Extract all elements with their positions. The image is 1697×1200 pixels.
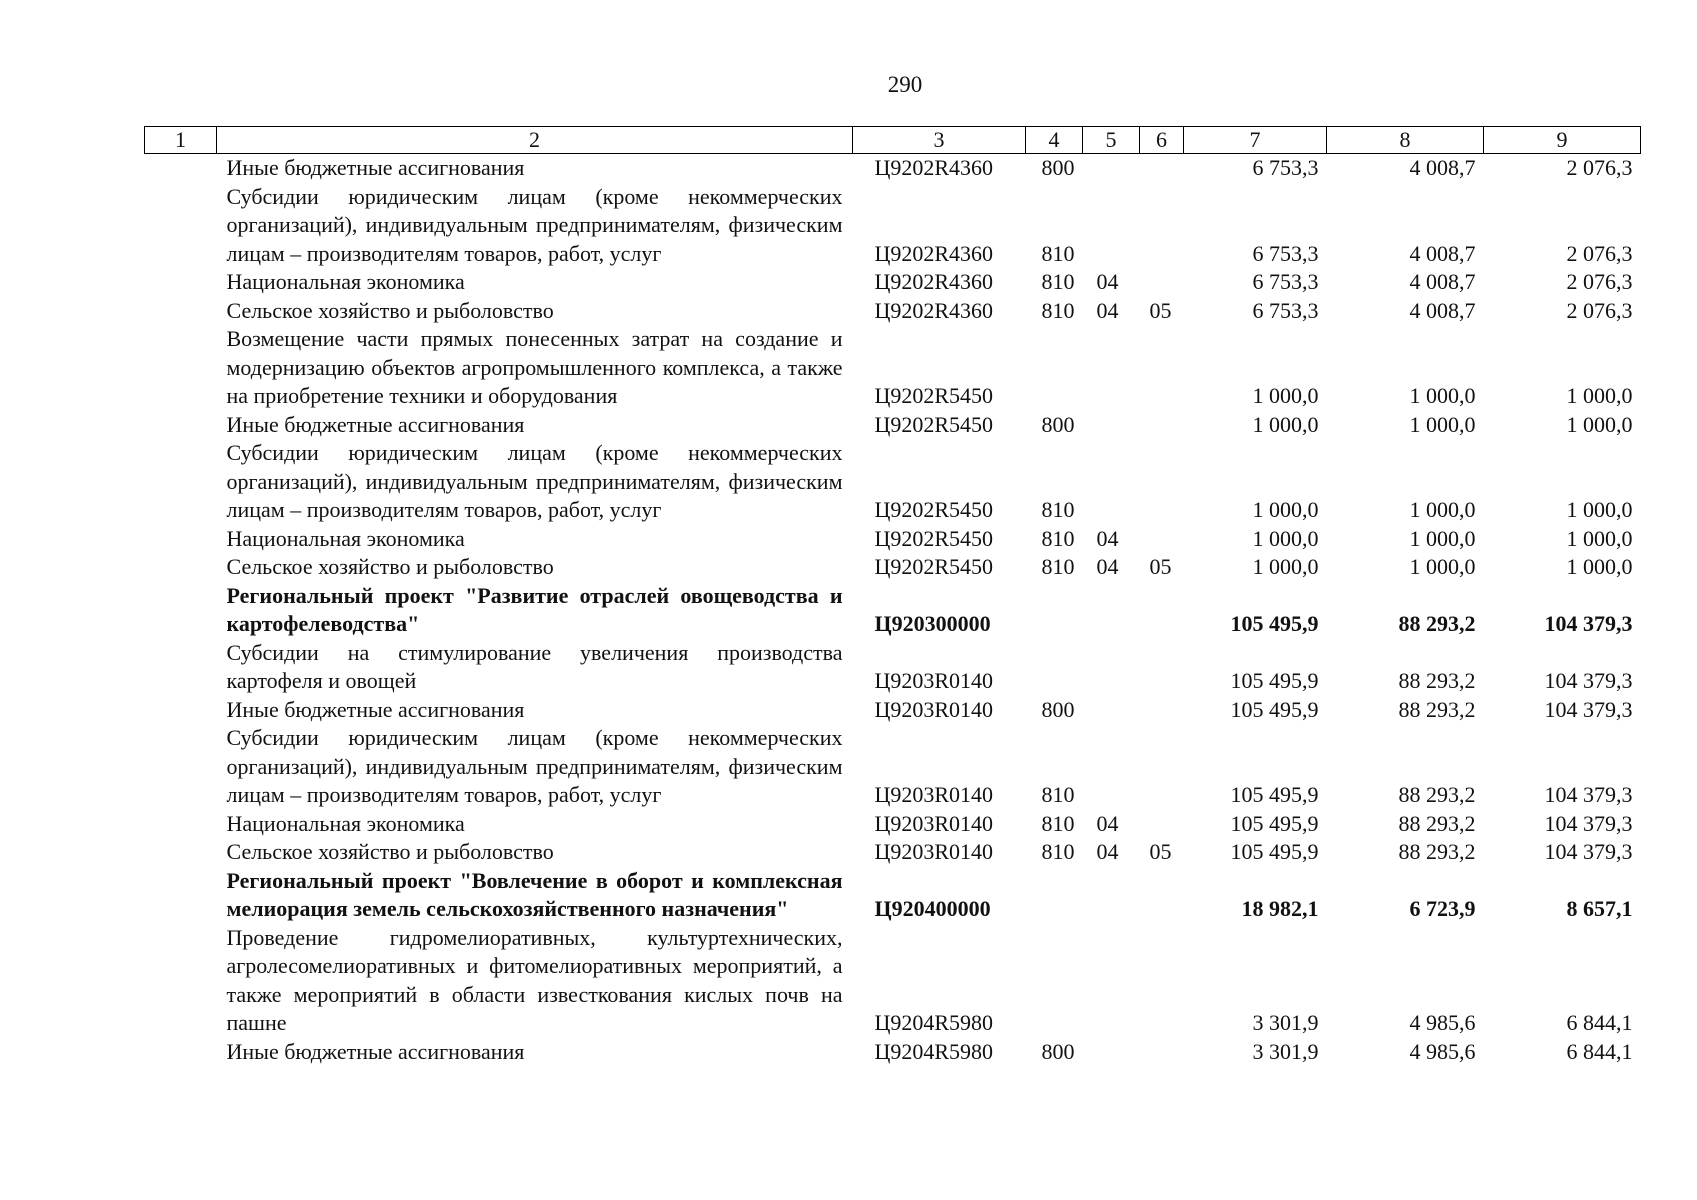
row-target-code: Ц9202R5450 xyxy=(874,411,994,437)
row-expense-group: 810 xyxy=(1041,839,1075,864)
row-expense-group: 800 xyxy=(1041,696,1075,722)
row-amount-1: 1 000,0 xyxy=(1252,411,1319,437)
row-amount-3: 6 844,1 xyxy=(1566,1010,1633,1035)
row-amount-1: 1 000,0 xyxy=(1252,525,1319,551)
column-header: 5 xyxy=(1083,127,1140,154)
row-amount-2: 88 293,2 xyxy=(1398,839,1476,864)
row-amount-2: 4 008,7 xyxy=(1409,269,1476,294)
table-row xyxy=(145,411,1641,440)
row-number-cell xyxy=(145,411,217,440)
row-section xyxy=(1083,924,1140,1038)
row-expense-group: 800 xyxy=(1041,155,1075,180)
row-amount-3: 2 076,3 xyxy=(1566,155,1633,180)
row-section xyxy=(1083,154,1140,183)
row-target-code: Ц9204R5980 xyxy=(874,1038,994,1064)
row-subsection xyxy=(1140,325,1184,411)
row-amount-2: 88 293,2 xyxy=(1398,611,1476,636)
row-target-code: Ц920300000 xyxy=(874,611,991,636)
row-section: 04 xyxy=(1096,297,1119,323)
row-subsection xyxy=(1140,525,1184,554)
row-amount-1: 105 495,9 xyxy=(1230,810,1319,836)
row-section xyxy=(1083,183,1140,269)
row-subsection xyxy=(1140,411,1184,440)
row-expense-group: 810 xyxy=(1041,497,1075,522)
row-amount-1: 3 301,9 xyxy=(1252,1010,1319,1035)
row-amount-2: 1 000,0 xyxy=(1409,497,1476,522)
table-row xyxy=(145,810,1641,839)
row-number-cell xyxy=(145,639,217,696)
row-target-code: Ц9202R5450 xyxy=(874,554,994,579)
table-row xyxy=(145,553,1641,582)
row-name: Национальная экономика xyxy=(226,525,465,551)
row-expense-group: 810 xyxy=(1041,525,1075,551)
row-target-code: Ц9203R0140 xyxy=(874,782,994,807)
row-subsection xyxy=(1140,924,1184,1038)
row-subsection: 05 xyxy=(1149,297,1172,323)
row-amount-3: 1 000,0 xyxy=(1566,383,1633,408)
row-target-code: Ц9203R0140 xyxy=(874,668,994,693)
row-subsection xyxy=(1140,696,1184,725)
row-amount-1: 105 495,9 xyxy=(1230,696,1319,722)
table-row xyxy=(145,183,1641,269)
row-amount-3: 104 379,3 xyxy=(1544,696,1633,722)
column-header: 4 xyxy=(1026,127,1083,154)
row-section xyxy=(1083,411,1140,440)
row-amount-3: 104 379,3 xyxy=(1544,611,1633,636)
row-section: 04 xyxy=(1096,839,1119,864)
table-row xyxy=(145,1038,1641,1067)
row-amount-2: 88 293,2 xyxy=(1398,696,1476,722)
column-number-header-row xyxy=(145,127,1641,154)
row-target-code: Ц9202R4360 xyxy=(874,240,994,266)
row-name: Субсидии юридическим лицам (кроме некоммерческих организаций), индивидуальным предпринимателям, физическим лицам – производителям товаров, работ, услуг xyxy=(226,183,843,266)
row-name: Субсидии на стимулирование увеличения производства картофеля и овощей xyxy=(226,639,843,693)
row-target-code: Ц9202R4360 xyxy=(874,297,994,323)
row-section: 04 xyxy=(1096,269,1119,294)
row-target-code: Ц9203R0140 xyxy=(874,839,994,864)
row-number-cell xyxy=(145,1038,217,1067)
table-row xyxy=(145,724,1641,810)
column-header: 8 xyxy=(1327,127,1484,154)
row-amount-3: 1 000,0 xyxy=(1566,497,1633,522)
row-number-cell xyxy=(145,810,217,839)
row-name: Субсидии юридическим лицам (кроме некоммерческих организаций), индивидуальным предпринимателям, физическим лицам – производителям товаров, работ, услуг xyxy=(226,725,843,807)
column-header: 1 xyxy=(145,127,217,154)
row-amount-3: 2 076,3 xyxy=(1566,297,1633,323)
row-number-cell xyxy=(145,439,217,525)
row-name: Иные бюджетные ассигнования xyxy=(226,411,525,437)
row-expense-group: 800 xyxy=(1041,411,1075,437)
row-amount-1: 6 753,3 xyxy=(1252,240,1319,266)
row-subsection xyxy=(1140,268,1184,297)
row-amount-2: 1 000,0 xyxy=(1409,554,1476,579)
row-subsection: 05 xyxy=(1149,839,1172,864)
row-amount-1: 105 495,9 xyxy=(1230,611,1319,636)
table-row xyxy=(145,582,1641,639)
row-amount-3: 6 844,1 xyxy=(1566,1038,1633,1064)
row-subsection xyxy=(1140,1038,1184,1067)
budget-rows xyxy=(145,154,1641,1067)
row-expense-group: 810 xyxy=(1041,810,1075,836)
row-amount-2: 1 000,0 xyxy=(1409,411,1476,437)
row-name: Сельское хозяйство и рыболовство xyxy=(226,554,554,579)
row-amount-2: 4 985,6 xyxy=(1409,1010,1476,1035)
row-number-cell xyxy=(145,325,217,411)
row-subsection xyxy=(1140,154,1184,183)
row-subsection xyxy=(1140,183,1184,269)
row-expense-group: 810 xyxy=(1041,554,1075,579)
row-section xyxy=(1083,696,1140,725)
row-name: Иные бюджетные ассигнования xyxy=(226,696,525,722)
table-row xyxy=(145,154,1641,183)
row-amount-3: 104 379,3 xyxy=(1544,668,1633,693)
row-expense-group xyxy=(1026,639,1083,696)
row-target-code: Ц9202R5450 xyxy=(874,383,994,408)
row-amount-2: 88 293,2 xyxy=(1398,782,1476,807)
row-number-cell xyxy=(145,724,217,810)
row-subsection xyxy=(1140,867,1184,924)
row-expense-group xyxy=(1026,924,1083,1038)
table-row xyxy=(145,867,1641,924)
row-section: 04 xyxy=(1096,810,1119,836)
row-expense-group: 810 xyxy=(1041,240,1075,266)
row-amount-3: 1 000,0 xyxy=(1566,411,1633,437)
row-amount-1: 105 495,9 xyxy=(1230,839,1319,864)
row-amount-2: 4 008,7 xyxy=(1409,155,1476,180)
row-expense-group xyxy=(1026,582,1083,639)
row-amount-1: 105 495,9 xyxy=(1230,668,1319,693)
row-target-code: Ц9202R5450 xyxy=(874,525,994,551)
row-amount-3: 8 657,1 xyxy=(1566,896,1633,921)
row-name: Сельское хозяйство и рыболовство xyxy=(226,839,554,864)
row-expense-group xyxy=(1026,325,1083,411)
row-amount-1: 1 000,0 xyxy=(1252,497,1319,522)
row-amount-3: 1 000,0 xyxy=(1566,554,1633,579)
row-amount-2: 88 293,2 xyxy=(1398,668,1476,693)
row-number-cell xyxy=(145,924,217,1038)
column-header: 2 xyxy=(217,127,853,154)
row-amount-1: 1 000,0 xyxy=(1252,383,1319,408)
row-subsection: 05 xyxy=(1149,554,1172,579)
row-amount-1: 6 753,3 xyxy=(1252,269,1319,294)
row-amount-2: 4 008,7 xyxy=(1409,297,1476,323)
row-target-code: Ц9204R5980 xyxy=(874,1010,994,1035)
row-amount-1: 18 982,1 xyxy=(1241,896,1319,921)
budget-table xyxy=(144,126,1641,1066)
row-amount-2: 4 008,7 xyxy=(1409,240,1476,266)
row-name: Возмещение части прямых понесенных затрат на создание и модернизацию объектов агропромышленного комплекса, а также на приобретение техники и оборудования xyxy=(226,326,843,408)
row-amount-3: 104 379,3 xyxy=(1544,782,1633,807)
table-row xyxy=(145,439,1641,525)
row-name: Сельское хозяйство и рыболовство xyxy=(226,297,554,323)
column-header: 3 xyxy=(853,127,1026,154)
row-section xyxy=(1083,325,1140,411)
row-expense-group: 800 xyxy=(1041,1038,1075,1064)
row-section: 04 xyxy=(1096,525,1119,551)
row-amount-1: 3 301,9 xyxy=(1252,1038,1319,1064)
table-row xyxy=(145,268,1641,297)
row-target-code: Ц920400000 xyxy=(874,896,991,921)
row-number-cell xyxy=(145,553,217,582)
row-subsection xyxy=(1140,439,1184,525)
row-amount-2: 1 000,0 xyxy=(1409,383,1476,408)
row-target-code: Ц9202R4360 xyxy=(874,269,994,294)
row-target-code: Ц9202R5450 xyxy=(874,497,994,522)
table-row xyxy=(145,525,1641,554)
row-section xyxy=(1083,582,1140,639)
row-amount-1: 1 000,0 xyxy=(1252,554,1319,579)
row-name: Субсидии юридическим лицам (кроме некоммерческих организаций), индивидуальным предпринимателям, физическим лицам – производителям товаров, работ, услуг xyxy=(226,440,843,522)
table-row xyxy=(145,325,1641,411)
row-subsection xyxy=(1140,639,1184,696)
row-name: Иные бюджетные ассигнования xyxy=(226,155,525,180)
row-amount-1: 6 753,3 xyxy=(1252,155,1319,180)
row-section xyxy=(1083,724,1140,810)
row-name: Региональный проект "Вовлечение в оборот и комплексная мелиорация земель сельскохозяйственного назначения" xyxy=(226,867,843,921)
row-number-cell xyxy=(145,696,217,725)
row-name: Проведение гидромелиоративных, культуртехнических, агролесомелиоративных и фитомелиоративных мероприятий, а также мероприятий в области известкования кислых почв на пашне xyxy=(226,924,843,1035)
row-number-cell xyxy=(145,268,217,297)
column-header: 9 xyxy=(1484,127,1641,154)
row-expense-group: 810 xyxy=(1041,297,1075,323)
row-subsection xyxy=(1140,810,1184,839)
table-row xyxy=(145,838,1641,867)
column-header: 6 xyxy=(1140,127,1184,154)
row-amount-3: 104 379,3 xyxy=(1544,839,1633,864)
row-number-cell xyxy=(145,525,217,554)
row-number-cell xyxy=(145,154,217,183)
column-header: 7 xyxy=(1184,127,1327,154)
row-number-cell xyxy=(145,838,217,867)
row-name: Национальная экономика xyxy=(226,269,465,294)
row-target-code: Ц9202R4360 xyxy=(874,155,994,180)
row-number-cell xyxy=(145,867,217,924)
row-subsection xyxy=(1140,724,1184,810)
row-amount-2: 1 000,0 xyxy=(1409,525,1476,551)
row-target-code: Ц9203R0140 xyxy=(874,810,994,836)
table-row xyxy=(145,924,1641,1038)
row-amount-2: 4 985,6 xyxy=(1409,1038,1476,1064)
row-section: 04 xyxy=(1096,554,1119,579)
row-number-cell xyxy=(145,582,217,639)
row-amount-3: 2 076,3 xyxy=(1566,269,1633,294)
row-name: Национальная экономика xyxy=(226,810,465,836)
row-section xyxy=(1083,439,1140,525)
row-amount-1: 6 753,3 xyxy=(1252,297,1319,323)
row-expense-group: 810 xyxy=(1041,782,1075,807)
row-amount-3: 104 379,3 xyxy=(1544,810,1633,836)
row-target-code: Ц9203R0140 xyxy=(874,696,994,722)
row-section xyxy=(1083,1038,1140,1067)
row-name: Иные бюджетные ассигнования xyxy=(226,1038,525,1064)
row-section xyxy=(1083,867,1140,924)
page-number: 290 xyxy=(887,72,923,97)
row-amount-2: 6 723,9 xyxy=(1409,896,1476,921)
table-row xyxy=(145,639,1641,696)
row-name: Региональный проект "Развитие отраслей овощеводства и картофелеводства" xyxy=(226,582,843,636)
row-expense-group xyxy=(1026,867,1083,924)
row-amount-2: 88 293,2 xyxy=(1398,810,1476,836)
row-section xyxy=(1083,639,1140,696)
row-number-cell xyxy=(145,183,217,269)
row-amount-3: 1 000,0 xyxy=(1566,525,1633,551)
row-number-cell xyxy=(145,297,217,326)
table-row xyxy=(145,696,1641,725)
table-row xyxy=(145,297,1641,326)
row-amount-1: 105 495,9 xyxy=(1230,782,1319,807)
row-expense-group: 810 xyxy=(1041,269,1075,294)
row-amount-3: 2 076,3 xyxy=(1566,240,1633,266)
row-subsection xyxy=(1140,582,1184,639)
